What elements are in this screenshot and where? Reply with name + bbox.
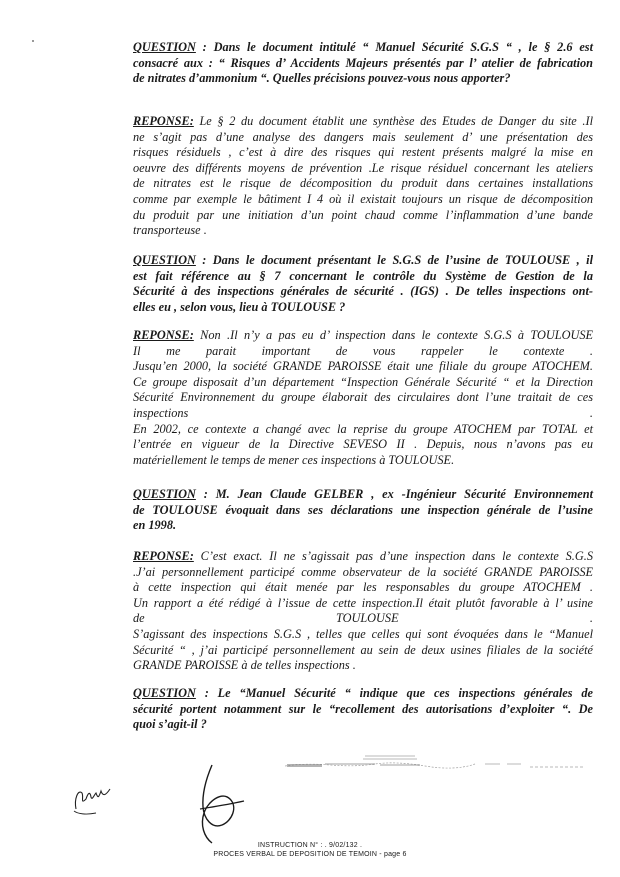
reponse-line: S’agissant des inspections S.G.S , telles que celles qui sont évoquées dans le “Manuel — [133, 626, 593, 641]
question-line: elles eu , selon vous, lieu à TOULOUSE ? — [133, 299, 346, 314]
reponse-line: du produit par une initiation d’un point chaud comme l’inflammation d’une bande — [133, 207, 593, 222]
question-label: QUESTION — [133, 487, 196, 501]
question-text: : M. Jean Claude GELBER , ex -Ingénieur Sécurité Environnement — [195, 487, 593, 501]
faint-stamp-mark — [285, 752, 585, 772]
reponse-line: à cette inspection qui était menée par les responsables du groupe ATOCHEM . — [133, 580, 593, 595]
reponse-line: Il me parait important de vous rappeler le contexte . — [133, 343, 593, 358]
question-line — [133, 487, 593, 503]
question-line: est fait référence au § 7 concernant le contrôle du Système de Gestion de la — [133, 268, 593, 283]
scan-speck — [32, 40, 34, 42]
question-line: Sécurité à des inspections générales de sécurité . (IGS) . De telles inspections ont- — [133, 284, 593, 299]
reponse-text: C’est exact. Il ne s’agissait pas d’une inspection dans le contexte S.G.S — [193, 549, 593, 563]
question-block — [133, 40, 593, 87]
reponse-line: de TOULOUSE . — [133, 611, 593, 626]
reponse-line: matériellement le temps de mener ces inspections à TOULOUSE. — [133, 452, 455, 467]
reponse-line: comme par exemple le bâtiment I 4 où il existait toujours un risque de décomposition — [133, 191, 593, 206]
initials-signature — [68, 775, 118, 820]
question-line: de TOULOUSE évoquait dans ses déclarations une inspection générale de l’usine — [133, 502, 593, 517]
question-text: : Le “Manuel Sécurité “ indique que ces inspections générales de — [195, 686, 593, 700]
reponse-line: inspections . — [133, 405, 593, 420]
question-line — [133, 686, 593, 702]
reponse-line: ne s’agit pas d’une analyse des dangers mais seulement d’ une présentation des — [133, 129, 593, 144]
question-line: quoi s’agit-il ? — [133, 717, 207, 732]
reponse-block — [133, 328, 593, 468]
reponse-block — [133, 549, 593, 674]
reponse-line — [133, 114, 593, 130]
reponse-line — [133, 328, 593, 344]
footer-pv-page: PROCES VERBAL DE DEPOSITION DE TEMOIN - page 6 — [213, 851, 407, 858]
question-text: : Dans le document présentant le S.G.S de l’usine de TOULOUSE , il — [195, 253, 593, 267]
question-block — [133, 487, 593, 534]
reponse-label: REPONSE: — [133, 549, 194, 563]
reponse-line — [133, 549, 593, 565]
question-block — [133, 253, 593, 315]
question-block — [133, 686, 593, 733]
reponse-line: En 2002, ce contexte a changé avec la reprise du groupe ATOCHEM par TOTAL et — [133, 421, 593, 436]
reponse-line: Jusqu’en 2000, la société GRANDE PAROISSE était une filiale du groupe ATOCHEM. — [133, 359, 593, 374]
reponse-line: Sécurité Environnement du groupe élaborait des circulaires dont l’une traitait de ces — [133, 390, 593, 405]
question-line — [133, 253, 593, 269]
question-line: consacré aux : “ Risques d’ Accidents Majeurs présentés par l’ atelier de fabrication — [133, 55, 593, 70]
question-line: de nitrates d’ammonium “. Quelles précisions pouvez-vous nous apporter? — [133, 71, 511, 86]
reponse-label: REPONSE: — [133, 328, 194, 342]
reponse-line: de nitrates est le risque de décomposition du produit dans certaines installations — [133, 176, 593, 191]
reponse-line: l’entrée en vigueur de la Directive SEVESO II . Depuis, nous n’avons pas eu — [133, 437, 593, 452]
question-text: : Dans le document intitulé “ Manuel Sécurité S.G.S “ , le § 2.6 est — [195, 40, 593, 54]
footer-instruction: INSTRUCTION N° : . 9/02/132 . — [257, 842, 363, 849]
reponse-line: risques résiduels , c’est à dire des risques qui restent présents malgré la mise en — [133, 145, 593, 160]
question-line — [133, 40, 593, 56]
reponse-block — [133, 114, 593, 239]
witness-signature — [190, 763, 250, 845]
reponse-label: REPONSE: — [133, 114, 194, 128]
question-label: QUESTION — [133, 253, 196, 267]
question-line: en 1998. — [133, 518, 177, 533]
question-label: QUESTION — [133, 40, 196, 54]
reponse-line: Un rapport a été rédigé à l’issue de cette inspection.Il était plutôt favorable à l’ usine — [133, 595, 593, 610]
reponse-text: Non .Il n’y a pas eu d’ inspection dans le contexte S.G.S à TOULOUSE — [193, 328, 593, 342]
reponse-line: Ce groupe disposait d’un département “Inspection Générale Sécurité “ et la Direction — [133, 374, 593, 389]
question-label: QUESTION — [133, 686, 196, 700]
reponse-line: Sécurité “ , j’ai participé personnellement au sein de deux usines filiales de la société — [133, 642, 593, 657]
reponse-line: GRANDE PAROISSE à de telles inspections . — [133, 658, 356, 673]
question-line: sécurité portent notamment sur le “recollement des autorisations d’exploiter “. De — [133, 701, 593, 716]
reponse-line: transporteuse . — [133, 223, 207, 238]
reponse-line: .J’ai personnellement participé comme observateur de la société GRANDE PAROISSE — [133, 564, 593, 579]
reponse-line: oeuvre des différents moyens de prévention .Le risque résiduel concernant les ateliers — [133, 160, 593, 175]
reponse-text: Le § 2 du document établit une synthèse des Etudes de Danger du site .Il — [193, 114, 593, 128]
